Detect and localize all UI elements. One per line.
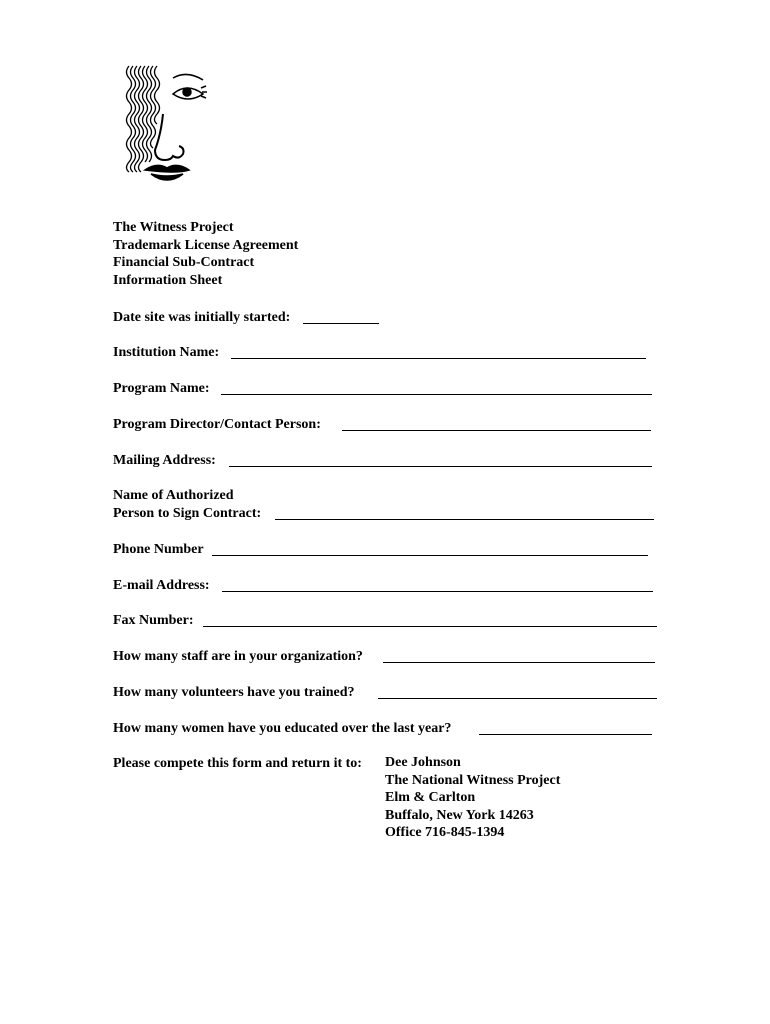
authorized-label-line1: Name of Authorized: [113, 488, 234, 503]
return-org: The National Witness Project: [385, 772, 561, 788]
staff-field[interactable]: [383, 662, 655, 663]
authorized-field[interactable]: [275, 519, 654, 520]
date-started-field[interactable]: [303, 323, 379, 324]
mailing-field[interactable]: [229, 466, 652, 467]
director-field[interactable]: [342, 430, 651, 431]
return-city: Buffalo, New York 14263: [385, 807, 534, 823]
phone-field[interactable]: [212, 555, 648, 556]
phone-label: Phone Number: [113, 542, 204, 557]
program-field[interactable]: [221, 394, 652, 395]
eye-drawing: [173, 74, 207, 99]
staff-label: How many staff are in your organization?: [113, 649, 363, 664]
header-line-3: Financial Sub-Contract: [113, 255, 255, 270]
institution-label: Institution Name:: [113, 345, 220, 360]
mailing-label: Mailing Address:: [113, 453, 216, 468]
hair-waves: [127, 66, 160, 172]
institution-field[interactable]: [231, 358, 646, 359]
header-line-4: Information Sheet: [113, 272, 223, 288]
date-started-label: Date site was initially started:: [113, 310, 291, 325]
volunteers-label: How many volunteers have you trained?: [113, 685, 355, 700]
return-street: Elm & Carlton: [385, 790, 476, 805]
email-label: E-mail Address:: [113, 578, 210, 593]
witness-project-logo: [115, 62, 215, 194]
return-name: Dee Johnson: [385, 755, 461, 770]
program-label: Program Name:: [113, 381, 210, 396]
women-field[interactable]: [479, 734, 652, 735]
header-line-1: The Witness Project: [113, 220, 234, 235]
fax-label: Fax Number:: [113, 613, 194, 628]
women-label: How many women have you educated over the last year?: [113, 721, 452, 736]
return-address-block: [385, 754, 560, 842]
return-office-phone: Office 716-845-1394: [385, 825, 505, 840]
return-prompt: Please compete this form and return it to:: [113, 756, 362, 771]
document-header: [113, 219, 298, 289]
volunteers-field[interactable]: [378, 698, 657, 699]
fax-field[interactable]: [203, 626, 657, 627]
director-label: Program Director/Contact Person:: [113, 417, 321, 432]
nose-drawing: [155, 114, 184, 160]
authorized-label-line2: Person to Sign Contract:: [113, 506, 262, 521]
header-line-2: Trademark License Agreement: [113, 237, 299, 253]
email-field[interactable]: [222, 591, 653, 592]
lips-drawing: [145, 165, 189, 180]
